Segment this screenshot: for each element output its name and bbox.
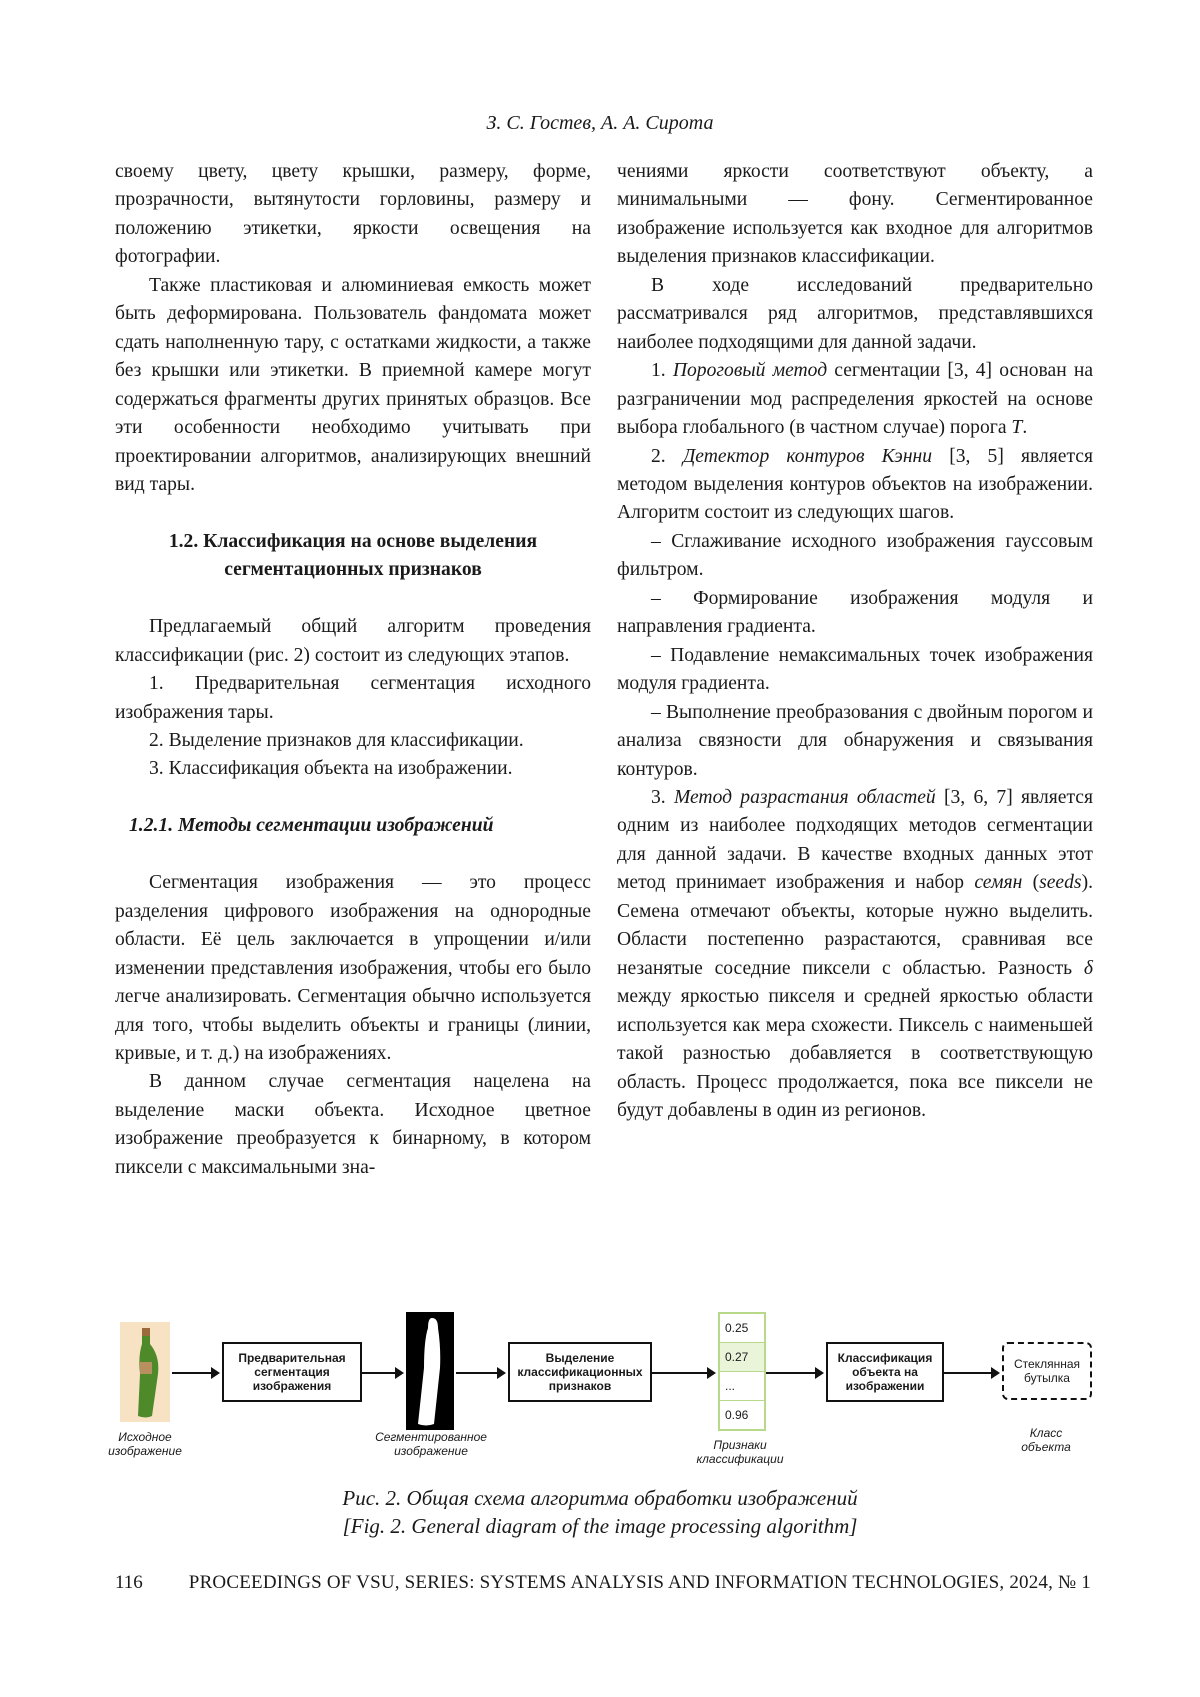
figure-caption-ru: Рис. 2. Общая схема алгоритма обработки изображений [0, 1486, 1200, 1511]
text-run: 3. [651, 787, 674, 808]
page-footer [115, 1572, 1091, 1594]
text-run: сегментации [3, 4] основан на разграничении мод распределения яркостей на основе выбора глобального (в частном случае) порога [617, 360, 1093, 438]
emphasis: Метод разрастания областей [674, 787, 936, 808]
text-run: между яркостью пикселя и средней яркостью области используется как мера схожести. Пиксель с наименьшей такой разностью добавляется в соответствующую область. Процесс продолжается, пока все пиксели не будут добавлены в один из регионов. [617, 986, 1093, 1121]
method-region-growing [617, 784, 1093, 1125]
text-run: ( [1022, 872, 1039, 893]
list-item: 2. Выделение признаков для классификации. [115, 727, 591, 755]
list-item: – Сглаживание исходного изображения гауссовым фильтром. [617, 528, 1093, 585]
segmented-image [406, 1312, 454, 1430]
emphasis: семян [974, 872, 1022, 893]
feature-value: ... [720, 1372, 764, 1401]
text-run: 2. [651, 446, 683, 467]
list-item: – Выполнение преобразования с двойным порогом и анализа связности для обнаружения и связывания контуров. [617, 699, 1093, 784]
label-class: Класс объекта [1008, 1426, 1084, 1454]
label-segmented-image: Сегментированное изображение [366, 1430, 496, 1458]
list-item: 1. Предварительная сегментация исходного изображения тары. [115, 670, 591, 727]
arrow [172, 1372, 218, 1374]
box-presegmentation: Предварительная сегментация изображения [222, 1342, 362, 1402]
page-number: 116 [115, 1572, 143, 1594]
feature-vector [718, 1312, 766, 1431]
paragraph: В ходе исследований предварительно рассматривался ряд алгоритмов, представлявшихся наиболее подходящими для данной задачи. [617, 272, 1093, 357]
emphasis: Пороговый метод [673, 360, 827, 381]
text-run: ). Семена отмечают объекты, которые нужно выделить. Области постепенно разрастаются, сравнивая все незанятые соседние пиксели с областью. Разность [617, 872, 1093, 978]
feature-value: 0.96 [720, 1401, 764, 1429]
text-run: 1. [651, 360, 673, 381]
paragraph: В данном случае сегментация нацелена на выделение маски объекта. Исходное цветное изображение преобразуется к бинарному, в котором пиксели с максимальными зна- [115, 1068, 591, 1182]
label-features: Признаки классификации [690, 1438, 790, 1466]
arrow [942, 1372, 998, 1374]
box-classification: Классификация объекта на изображении [826, 1342, 944, 1402]
emphasis: T [1011, 417, 1022, 438]
text-run: [3, 5] является методом выделения контуров объектов на изображении. Алгоритм состоит из следующих шагов. [617, 446, 1093, 524]
section-heading: 1.2. Классификация на основе выделения сегментационных признаков [115, 528, 591, 585]
paragraph: чениями яркости соответствуют объекту, а минимальными — фону. Сегментированное изображение используется как входное для алгоритмов выделения признаков классификации. [617, 158, 1093, 272]
list-item: – Формирование изображения модуля и направления градиента. [617, 585, 1093, 642]
arrow [360, 1372, 402, 1374]
figure-caption-en: [Fig. 2. General diagram of the image processing algorithm] [0, 1514, 1200, 1539]
list-item: – Подавление немаксимальных точек изображения модуля градиента. [617, 642, 1093, 699]
emphasis: Детектор контуров Кэнни [683, 446, 932, 467]
figure-diagram [110, 1312, 1100, 1482]
result-class: Стеклянная бутылка [1002, 1342, 1092, 1400]
bottle-image [120, 1322, 170, 1422]
paragraph: Сегментация изображения — это процесс разделения цифрового изображения на однородные области. Её цель заключается в упрощении и/или изменении представления изображения, чтобы его было легче анализировать. Сегментация обычно используется для того, чтобы выделить объекты и границы (линии, кривые, и т. д.) на изображениях. [115, 869, 591, 1068]
box-feature-extraction: Выделение классификационных признаков [508, 1342, 652, 1402]
emphasis: δ [1084, 958, 1093, 979]
arrow [456, 1372, 504, 1374]
arrow [650, 1372, 714, 1374]
paragraph: своему цвету, цвету крышки, размеру, форме, прозрачности, вытянутости горловины, размеру и положению этикетки, яркости освещения на фотографии. [115, 158, 591, 272]
arrow [766, 1372, 822, 1374]
text-run: . [1022, 417, 1027, 438]
paragraph: Также пластиковая и алюминиевая емкость может быть деформирована. Пользователь фандомата может сдать наполненную тару, с остатками жидкости, а также без крышки или этикетки. В приемной камере могут содержаться фрагменты других принятых образцов. Все эти особенности необходимо учитывать при проектировании алгоритмов, анализирующих внешний вид тары. [115, 272, 591, 500]
subsection-heading: 1.2.1. Методы сегментации изображений [115, 812, 591, 840]
list-item: 3. Классификация объекта на изображении. [115, 755, 591, 783]
text-run: [3, 6, 7] является одним из наиболее подходящих методов сегментации для данной задачи. В качестве входных данных этот метод принимает изображения и набор [617, 787, 1093, 893]
journal-name: PROCEEDINGS OF VSU, SERIES: SYSTEMS ANALYSIS AND INFORMATION TECHNOLOGIES, 2024, № 1 [189, 1572, 1091, 1594]
right-column [617, 158, 1093, 1125]
paragraph: Предлагаемый общий алгоритм проведения классификации (рис. 2) состоит из следующих этапов. [115, 613, 591, 670]
method-threshold [617, 357, 1093, 442]
running-header: З. С. Гостев, А. А. Сирота [0, 112, 1200, 135]
left-column [115, 158, 591, 1182]
method-canny [617, 443, 1093, 528]
feature-value: 0.27 [720, 1343, 764, 1372]
feature-value: 0.25 [720, 1314, 764, 1343]
label-source-image: Исходное изображение [100, 1430, 190, 1458]
emphasis: seeds [1039, 872, 1081, 893]
